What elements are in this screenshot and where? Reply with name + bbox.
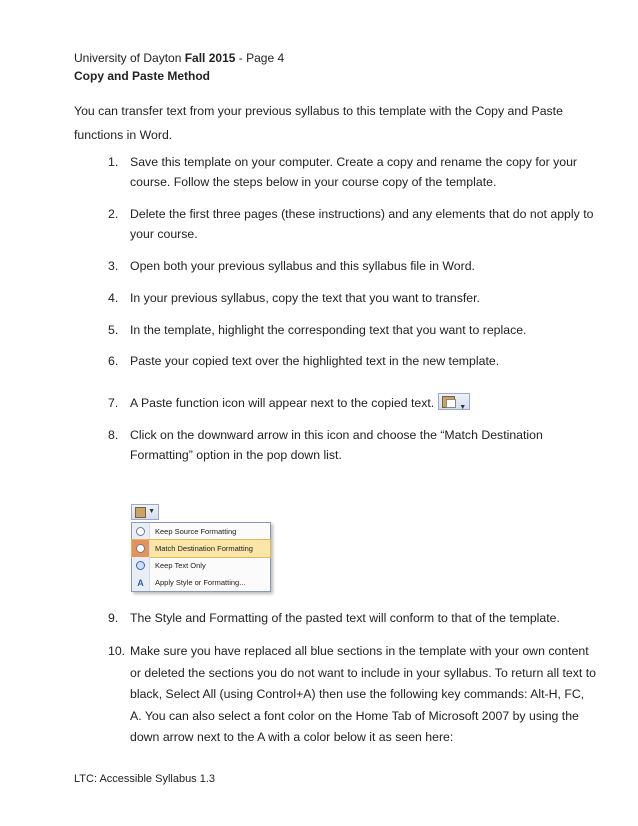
menu-item-keep-source: Keep Source Formatting [132,523,270,540]
intro-paragraph: You can transfer text from your previous syllabus to this template with the Copy and Paste functions in Word. [74,104,563,142]
paste-options-icon: ▼ [438,393,470,410]
radio-icon [136,561,145,570]
item-number: 4. [108,291,119,305]
list-item [108,320,598,340]
menu-item-keep-text-only: Keep Text Only [132,557,270,574]
item-text: Delete the first three pages (these instructions) and any elements that do not apply to your course. [130,207,594,241]
item-text: Open both your previous syllabus and this syllabus file in Word. [130,259,475,273]
item-text: Make sure you have replaced all blue sections in the template with your own content or deleted the sections you do not want to include in your syllabus. To return all text to black, Select All (using Control+A) then use the following key commands: Alt-H, FC, A. You can also select a font color on the Home Tab of Microsoft 2007 by using the down arrow next to the A with a color below it as seen here: [130,644,596,744]
item-text: Paste your copied text over the highlighted text in the new template. [130,354,500,368]
list-item [108,288,598,308]
paste-options-button [131,504,159,520]
item-text-body: A Paste function icon will appear next to the copied text. [130,396,435,410]
item-text: The Style and Formatting of the pasted text will conform to that of the template. [130,611,560,625]
item-number: 6. [108,354,119,368]
item-number: 10. [108,644,126,658]
list-item [108,425,598,465]
header-term: Fall 2015 [184,51,236,65]
page-header [74,51,284,65]
item-number: 2. [108,207,119,221]
item-text: In your previous syllabus, copy the text that you want to transfer. [130,291,480,305]
page-footer: LTC: Accessible Syllabus 1.3 [74,773,216,785]
item-number: 3. [108,259,119,273]
list-item [108,152,598,192]
menu-item-match-destination: Match Destination Formatting [132,540,270,557]
item-text: Save this template on your computer. Create a copy and rename the copy for your course. Follow the steps below in your course copy of the template. [130,155,578,189]
item-number: 8. [108,428,119,442]
item-text: In the template, highlight the corresponding text that you want to replace. [130,323,527,337]
paste-options-menu [131,522,271,592]
list-item [108,641,598,749]
item-number: 1. [108,155,119,169]
menu-item-apply-style: A Apply Style or Formatting... [132,574,270,591]
item-number: 5. [108,323,119,337]
item-number: 7. [108,396,119,410]
item-text [130,393,598,413]
list-item [108,256,598,276]
list-item [108,204,598,244]
radio-selected-icon [136,544,145,553]
list-item [108,608,598,628]
style-formatting-icon: A [137,577,144,588]
list-item [108,393,598,413]
item-number: 9. [108,611,119,625]
header-org: University of Dayton [74,51,182,65]
chevron-down-icon: ▼ [148,508,155,515]
radio-icon [136,527,145,536]
clipboard-icon [135,507,146,518]
list-item [108,351,598,371]
section-title: Copy and Paste Method [74,69,211,83]
item-text: Click on the downward arrow in this icon and choose the “Match Destination Formatting” option in the pop down list. [130,428,543,462]
paste-options-screenshot [131,504,271,592]
header-page: - Page 4 [238,51,285,65]
